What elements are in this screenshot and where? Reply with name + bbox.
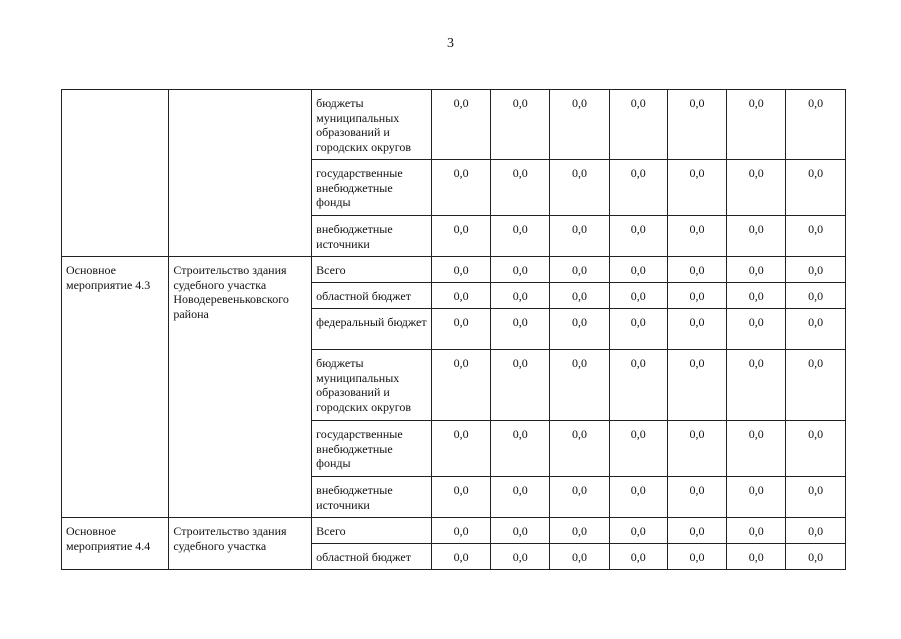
value-cell: 0,0: [431, 350, 491, 421]
value-cell: 0,0: [727, 544, 786, 570]
description-cell: Строительство здания судебного участка: [169, 518, 312, 570]
value-cell: 0,0: [609, 216, 667, 257]
value-cell: 0,0: [609, 477, 667, 518]
value-cell: 0,0: [431, 544, 491, 570]
budget-table: [61, 89, 846, 570]
value-cell: 0,0: [667, 257, 727, 283]
value-cell: 0,0: [491, 544, 550, 570]
value-cell: 0,0: [667, 421, 727, 477]
value-cell: 0,0: [786, 216, 846, 257]
value-cell: 0,0: [491, 421, 550, 477]
funding-source-cell: областной бюджет: [312, 283, 432, 309]
value-cell: 0,0: [550, 350, 610, 421]
event-cell: Основное мероприятие 4.3: [62, 257, 169, 518]
value-cell: 0,0: [609, 518, 667, 544]
funding-source-cell: государственные внебюджетные фонды: [312, 421, 432, 477]
value-cell: 0,0: [667, 90, 727, 160]
value-cell: 0,0: [431, 518, 491, 544]
funding-source-cell: государственные внебюджетные фонды: [312, 160, 432, 216]
value-cell: 0,0: [609, 90, 667, 160]
table-row: [62, 90, 846, 160]
value-cell: 0,0: [727, 216, 786, 257]
value-cell: 0,0: [667, 544, 727, 570]
value-cell: 0,0: [727, 309, 786, 350]
value-cell: 0,0: [550, 216, 610, 257]
value-cell: 0,0: [727, 160, 786, 216]
value-cell: 0,0: [550, 257, 610, 283]
value-cell: 0,0: [786, 160, 846, 216]
value-cell: 0,0: [667, 518, 727, 544]
value-cell: 0,0: [609, 257, 667, 283]
value-cell: 0,0: [727, 283, 786, 309]
value-cell: 0,0: [786, 350, 846, 421]
funding-source-cell: внебюджетные источники: [312, 216, 432, 257]
description-cell: Строительство здания судебного участка Новодеревеньковского района: [169, 257, 312, 518]
funding-source-cell: бюджеты муниципальных образований и городских округов: [312, 350, 432, 421]
value-cell: 0,0: [491, 216, 550, 257]
value-cell: 0,0: [609, 283, 667, 309]
value-cell: 0,0: [550, 518, 610, 544]
value-cell: 0,0: [727, 257, 786, 283]
funding-source-cell: Всего: [312, 518, 432, 544]
value-cell: 0,0: [667, 350, 727, 421]
value-cell: 0,0: [431, 477, 491, 518]
value-cell: 0,0: [609, 160, 667, 216]
funding-source-cell: внебюджетные источники: [312, 477, 432, 518]
value-cell: 0,0: [431, 283, 491, 309]
value-cell: 0,0: [727, 350, 786, 421]
event-cell: Основное мероприятие 4.4: [62, 518, 169, 570]
value-cell: 0,0: [491, 350, 550, 421]
value-cell: 0,0: [550, 90, 610, 160]
value-cell: 0,0: [550, 309, 610, 350]
value-cell: 0,0: [786, 421, 846, 477]
value-cell: 0,0: [491, 477, 550, 518]
value-cell: 0,0: [491, 90, 550, 160]
value-cell: 0,0: [491, 160, 550, 216]
value-cell: 0,0: [727, 518, 786, 544]
value-cell: 0,0: [491, 309, 550, 350]
funding-source-cell: бюджеты муниципальных образований и городских округов: [312, 90, 432, 160]
value-cell: 0,0: [491, 518, 550, 544]
value-cell: 0,0: [786, 518, 846, 544]
value-cell: 0,0: [609, 544, 667, 570]
value-cell: 0,0: [667, 216, 727, 257]
page-number: 3: [447, 36, 454, 51]
value-cell: 0,0: [550, 283, 610, 309]
value-cell: 0,0: [609, 421, 667, 477]
value-cell: 0,0: [667, 477, 727, 518]
value-cell: 0,0: [491, 283, 550, 309]
funding-source-cell: федеральный бюджет: [312, 309, 432, 350]
value-cell: 0,0: [667, 283, 727, 309]
value-cell: 0,0: [431, 421, 491, 477]
event-cell: [62, 90, 169, 257]
value-cell: 0,0: [431, 309, 491, 350]
table-row: [62, 518, 846, 544]
value-cell: 0,0: [550, 544, 610, 570]
value-cell: 0,0: [609, 350, 667, 421]
value-cell: 0,0: [786, 90, 846, 160]
value-cell: 0,0: [431, 160, 491, 216]
value-cell: 0,0: [727, 90, 786, 160]
value-cell: 0,0: [667, 309, 727, 350]
value-cell: 0,0: [667, 160, 727, 216]
value-cell: 0,0: [727, 477, 786, 518]
value-cell: 0,0: [431, 216, 491, 257]
table-row: [62, 257, 846, 283]
value-cell: 0,0: [609, 309, 667, 350]
funding-source-cell: областной бюджет: [312, 544, 432, 570]
value-cell: 0,0: [491, 257, 550, 283]
value-cell: 0,0: [786, 544, 846, 570]
value-cell: 0,0: [550, 160, 610, 216]
value-cell: 0,0: [786, 477, 846, 518]
funding-source-cell: Всего: [312, 257, 432, 283]
value-cell: 0,0: [550, 421, 610, 477]
value-cell: 0,0: [431, 257, 491, 283]
value-cell: 0,0: [786, 257, 846, 283]
value-cell: 0,0: [786, 283, 846, 309]
value-cell: 0,0: [727, 421, 786, 477]
description-cell: [169, 90, 312, 257]
value-cell: 0,0: [431, 90, 491, 160]
value-cell: 0,0: [550, 477, 610, 518]
value-cell: 0,0: [786, 309, 846, 350]
